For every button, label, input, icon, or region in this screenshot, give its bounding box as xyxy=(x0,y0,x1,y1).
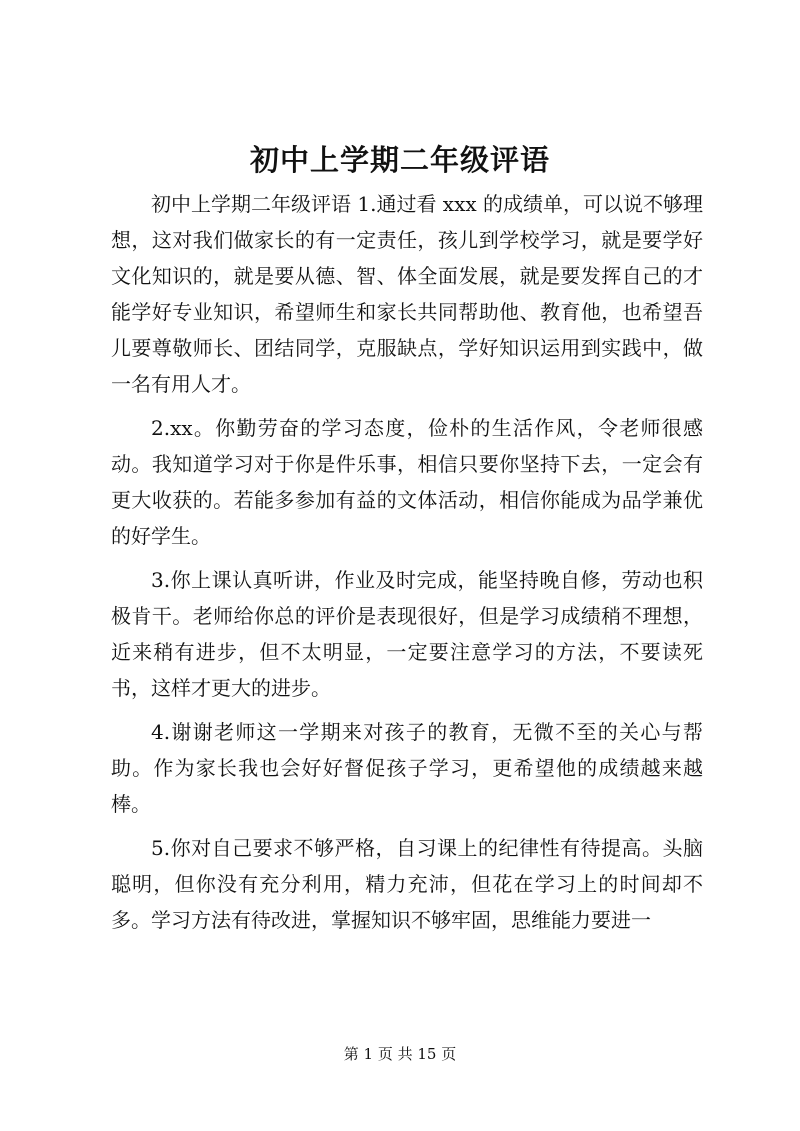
document-body xyxy=(111,186,703,946)
paragraph-3: 3.你上课认真听讲，作业及时完成，能坚持晚自修，劳动也积极肯干。老师给你总的评价是表现很好，但是学习成绩稍不理想，近来稍有进步，但不太明显，一定要注意学习的方法，不要读死书，这样才更大的进步。 xyxy=(111,568,703,700)
paragraph-5: 5.你对自己要求不够严格，自习课上的纪律性有待提高。头脑聪明，但你没有充分利用，精力充沛，但花在学习上的时间却不多。学习方法有待改进，掌握知识不够牢固，思维能力要进一 xyxy=(111,836,703,932)
paragraph-4: 4.谢谢老师这一学期来对孩子的教育，无微不至的关心与帮助。作为家长我也会好好督促孩子学习，更希望他的成绩越来越棒。 xyxy=(111,720,703,816)
paragraph-1: 初中上学期二年级评语 1.通过看 xxx 的成绩单，可以说不够理想，这对我们做家长的有一定责任，孩儿到学校学习，就是要学好文化知识的，就是要从德、智、体全面发展，就是要发挥自己的才能学好专业知识，希望师生和家长共同帮助他、教育他，也希望吾儿要尊敬师长、团结同学，克服缺点，学好知识运用到实践中，做一名有用人才。 xyxy=(111,192,703,396)
page-number-footer: 第 1 页 共 15 页 xyxy=(343,1045,457,1063)
paragraph-2: 2.xx。你勤劳奋的学习态度，俭朴的生活作风，令老师很感动。我知道学习对于你是件乐事，相信只要你坚持下去，一定会有更大收获的。若能多参加有益的文体活动，相信你能成为品学兼优的好学生。 xyxy=(111,416,703,548)
document-title: 初中上学期二年级评语 xyxy=(249,143,550,177)
